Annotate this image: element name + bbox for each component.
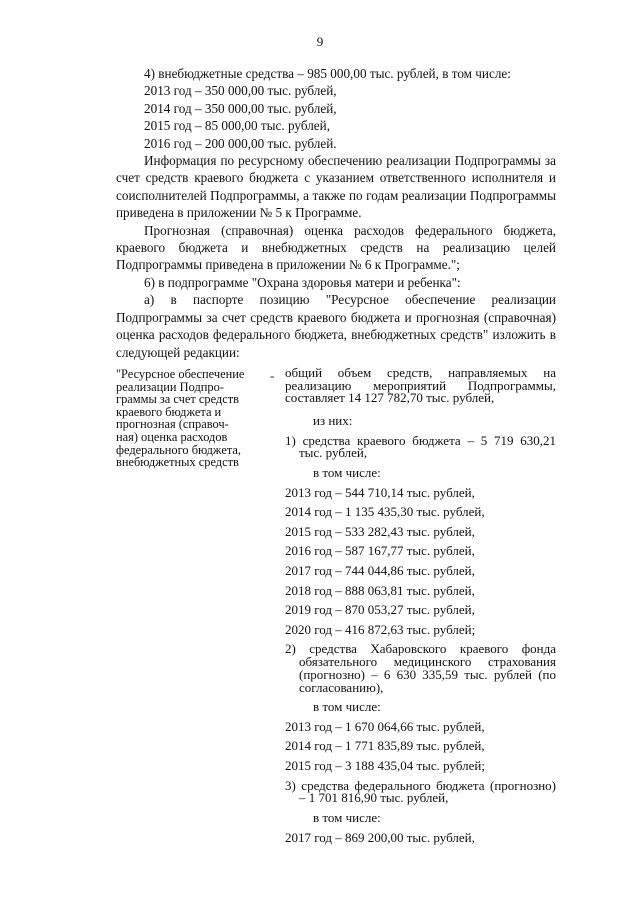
paragraph-forecast: Прогнозная (справочная) оценка расходов федерального бюджета, краевого бюджета и внебюджетных средств на реализацию целей Подпрограммы приведена в приложении № 6 к Программе."; [116, 222, 556, 273]
table-left-cell: "Ресурсное обеспечение реализации Подпро- граммы за счет средств краевого бюджета и прогнозная (справоч- ная) оценка расходов федерального бюджета, внебюджетных средств [116, 367, 245, 470]
year-line: 2017 год – 869 200,00 тыс. рублей, [285, 829, 475, 845]
source-1-heading: 1) средства краевого бюджета – 5 719 630,21 тыс. рублей, [285, 432, 556, 461]
year-line: 2015 год – 3 188 435,04 тыс. рублей; [285, 758, 485, 774]
year-line: 2013 год – 350 000,00 тыс. рублей, [144, 83, 337, 99]
year-line: 2013 год – 1 670 064,66 тыс. рублей, [285, 718, 485, 734]
including-label: в том числе: [313, 465, 381, 481]
year-line: 2014 год – 350 000,00 тыс. рублей, [144, 100, 337, 116]
year-line: 2016 год – 200 000,00 тыс. рублей. [144, 135, 337, 151]
including-label: в том числе: [313, 699, 381, 715]
year-line: 2016 год – 587 167,77 тыс. рублей, [285, 543, 475, 559]
year-line: 2014 год – 1 771 835,89 тыс. рублей, [285, 738, 485, 754]
paragraph-passport: а) в паспорте позицию "Ресурсное обеспечение реализации Подпрограммы за счет средств краевого бюджета и прогнозная (справочная) оценка расходов федерального бюджета, внебюджетных средств" изложить в следующей редакции: [116, 292, 556, 360]
including-label: в том числе: [313, 810, 381, 826]
year-line: 2013 год – 544 710,14 тыс. рублей, [285, 484, 475, 500]
year-line: 2015 год – 533 282,43 тыс. рублей, [285, 523, 475, 539]
table-dash: - [270, 368, 275, 383]
total-amount: общий объем средств, направляемых на реализацию мероприятий Подпрограммы, составляет 14 127 782,70 тыс. рублей, [285, 365, 556, 406]
year-line: 2019 год – 870 053,27 тыс. рублей, [285, 602, 475, 618]
page-number: 9 [316, 34, 324, 49]
paragraph-info: Информация по ресурсному обеспечению реализации Подпрограммы за счет средств краевого бюджета с указанием ответственного исполнителя и соисполнителей Подпрограммы, а также по годам реализации Подпрограммы приведена в приложении № 5 к Программе. [116, 153, 556, 221]
table-right-cell [285, 367, 556, 847]
year-line: 2018 год – 888 063,81 тыс. рублей, [285, 582, 475, 598]
paragraph-extrabudget: 4) внебюджетные средства – 985 000,00 тыс. рублей, в том числе: [144, 66, 511, 81]
intro-text [116, 65, 556, 361]
year-line: 2014 год – 1 135 435,30 тыс. рублей, [285, 504, 485, 520]
year-line: 2020 год – 416 872,63 тыс. рублей; [285, 621, 476, 637]
source-3-heading: 3) средства федерального бюджета (прогнозно) – 1 701 816,90 тыс. рублей, [285, 777, 556, 806]
of-them-label: из них: [313, 413, 353, 429]
paragraph-subprogram: 6) в подпрограмме "Охрана здоровья матери и ребенка": [144, 274, 461, 290]
year-line: 2015 год – 85 000,00 тыс. рублей, [144, 118, 330, 134]
source-2-heading: 2) средства Хабаровского краевого фонда обязательного медицинского страхования (прогнозно) – 6 630 335,59 тыс. рублей (по согласованию), [285, 641, 556, 695]
year-line: 2017 год – 744 044,86 тыс. рублей, [285, 563, 475, 579]
